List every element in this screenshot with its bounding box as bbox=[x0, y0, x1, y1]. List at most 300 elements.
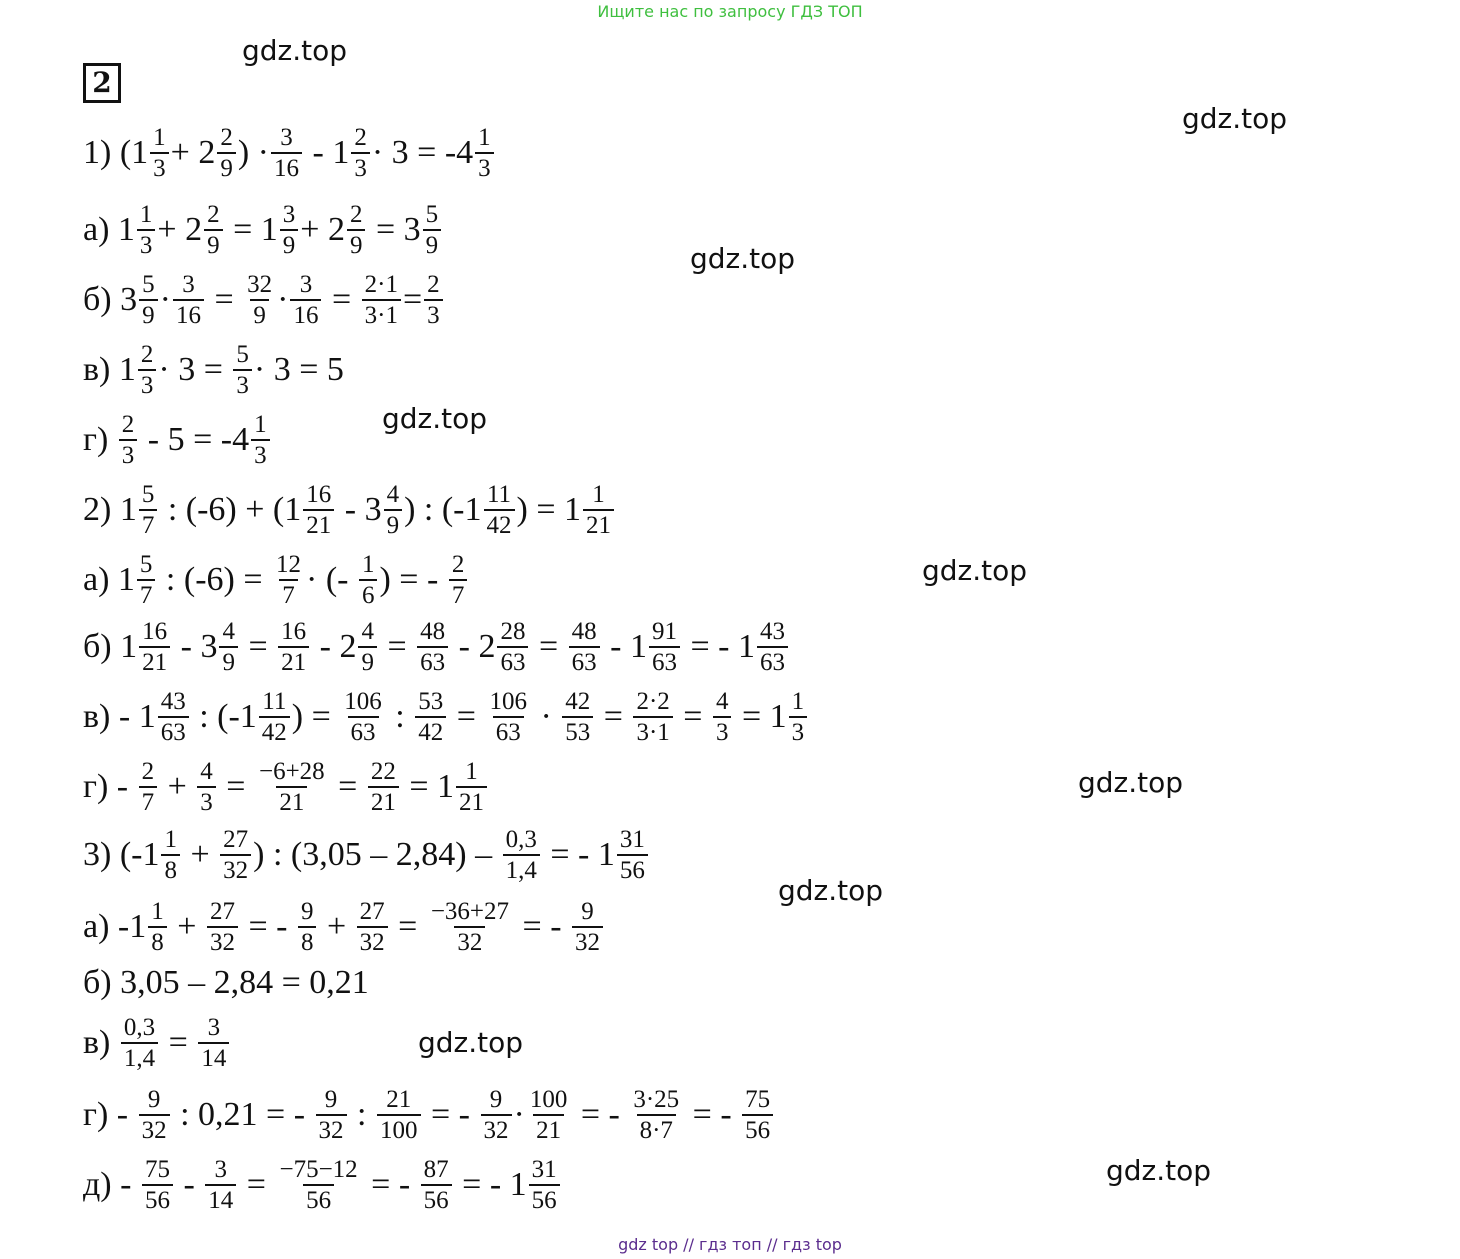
fraction bbox=[562, 687, 593, 748]
formula-text: б) 3,05 – 2,84 = 0,21 bbox=[83, 964, 369, 1001]
top-banner: Ищите нас по запросу ГДЗ ТОП bbox=[597, 2, 863, 21]
fraction bbox=[377, 1085, 421, 1146]
formula-text: б) 1 bbox=[83, 628, 138, 665]
fraction bbox=[475, 123, 494, 184]
numerator: 27 bbox=[209, 897, 235, 925]
denominator: 14 bbox=[205, 1184, 236, 1216]
numerator: 5 bbox=[139, 550, 153, 578]
denominator: 7 bbox=[139, 786, 158, 818]
fraction bbox=[649, 617, 680, 678]
fraction bbox=[150, 123, 169, 184]
numerator: 3 bbox=[207, 1013, 221, 1041]
fraction bbox=[503, 825, 540, 886]
denominator: 9 bbox=[347, 229, 366, 261]
formula-text: = bbox=[160, 1024, 197, 1061]
formula-text: = - bbox=[239, 908, 296, 945]
line-3v bbox=[83, 1008, 231, 1078]
denominator: 3 bbox=[150, 152, 169, 184]
numerator: 12 bbox=[276, 550, 302, 578]
fraction bbox=[290, 270, 321, 331]
fraction bbox=[278, 617, 309, 678]
fraction bbox=[384, 480, 403, 541]
denominator: 16 bbox=[173, 299, 204, 331]
formula-text: · (- bbox=[306, 561, 357, 598]
numerator: 31 bbox=[531, 1155, 557, 1183]
numerator: 3 bbox=[299, 270, 313, 298]
denominator: 9 bbox=[219, 646, 238, 678]
denominator: 32 bbox=[454, 926, 485, 958]
numerator: 4 bbox=[361, 617, 374, 645]
numerator: 27 bbox=[359, 897, 385, 925]
formula-text: = 1 bbox=[224, 211, 278, 248]
numerator: 31 bbox=[619, 825, 645, 853]
formula-text: = bbox=[402, 281, 423, 318]
denominator: 14 bbox=[198, 1042, 229, 1074]
watermark: gdz.top bbox=[1078, 766, 1184, 799]
fraction bbox=[273, 550, 304, 611]
fraction bbox=[341, 687, 385, 748]
formula-text: = bbox=[238, 1166, 275, 1203]
line-1 bbox=[83, 118, 496, 188]
fraction bbox=[368, 757, 399, 818]
numerator: 0,3 bbox=[123, 1013, 156, 1041]
denominator: 3 bbox=[789, 716, 808, 748]
formula-text: в) bbox=[83, 1024, 119, 1061]
formula-text: = bbox=[530, 628, 567, 665]
fraction bbox=[137, 200, 156, 261]
numerator: 2 bbox=[141, 757, 155, 785]
fraction bbox=[251, 410, 270, 471]
formula-text: · bbox=[531, 698, 561, 735]
numerator: 53 bbox=[418, 687, 444, 715]
formula-text: ) = bbox=[291, 698, 340, 735]
denominator: 1,4 bbox=[503, 854, 540, 886]
formula-text: 1) (1 bbox=[83, 134, 149, 171]
numerator: 4 bbox=[222, 617, 235, 645]
denominator: 21 bbox=[368, 786, 399, 818]
denominator: 6 bbox=[359, 579, 378, 611]
denominator: 7 bbox=[137, 579, 156, 611]
numerator: 32 bbox=[247, 270, 273, 298]
formula-text: = bbox=[329, 768, 366, 805]
fraction bbox=[204, 200, 223, 261]
formula-text: г) bbox=[83, 421, 117, 458]
denominator: 16 bbox=[290, 299, 321, 331]
denominator: 63 bbox=[158, 716, 189, 748]
numerator: 21 bbox=[386, 1085, 412, 1113]
formula-text: · bbox=[513, 1096, 525, 1133]
denominator: 8 bbox=[161, 854, 180, 886]
formula-text: : (-1 bbox=[190, 698, 257, 735]
numerator: 5 bbox=[425, 200, 439, 228]
formula-text: = 3 bbox=[367, 211, 421, 248]
numerator: 9 bbox=[489, 1085, 503, 1113]
watermark: gdz.top bbox=[1182, 102, 1288, 135]
fraction bbox=[572, 897, 603, 958]
denominator: 21 bbox=[583, 509, 614, 541]
formula-text: : 0,21 = - bbox=[171, 1096, 314, 1133]
numerator: 3·25 bbox=[633, 1085, 680, 1113]
fraction bbox=[139, 1085, 170, 1146]
fraction bbox=[633, 687, 672, 748]
numerator: 1 bbox=[465, 757, 478, 785]
formula-text: = bbox=[674, 698, 711, 735]
denominator: 56 bbox=[529, 1184, 560, 1216]
fraction bbox=[138, 340, 157, 401]
denominator: 21 bbox=[533, 1114, 564, 1146]
denominator: 3 bbox=[713, 716, 732, 748]
fraction bbox=[139, 617, 170, 678]
formula-text: = - bbox=[422, 1096, 479, 1133]
numerator: 1 bbox=[361, 550, 375, 578]
numerator: 2 bbox=[354, 123, 367, 151]
formula-text: + bbox=[168, 908, 205, 945]
fraction bbox=[428, 897, 512, 958]
numerator: 16 bbox=[306, 480, 332, 508]
formula-text: а) -1 bbox=[83, 908, 147, 945]
denominator: 9 bbox=[250, 299, 269, 331]
denominator: 53 bbox=[562, 716, 593, 748]
formula-text: + 2 bbox=[170, 134, 216, 171]
formula-text: = - 1 bbox=[453, 1166, 527, 1203]
denominator: 9 bbox=[384, 509, 403, 541]
fraction bbox=[121, 1013, 158, 1074]
formula-text: г) - bbox=[83, 1096, 137, 1133]
numerator: 4 bbox=[200, 757, 213, 785]
fraction bbox=[347, 200, 366, 261]
numerator: 11 bbox=[262, 687, 287, 715]
denominator: 8·7 bbox=[637, 1114, 676, 1146]
fraction bbox=[161, 825, 180, 886]
denominator: 9 bbox=[423, 229, 442, 261]
numerator: 48 bbox=[571, 617, 597, 645]
line-3g bbox=[83, 1080, 775, 1150]
denominator: 3·1 bbox=[633, 716, 672, 748]
numerator: 2 bbox=[207, 200, 220, 228]
formula-text: = bbox=[595, 698, 632, 735]
formula-text: 2) 1 bbox=[83, 491, 137, 528]
fraction bbox=[481, 1085, 512, 1146]
fraction bbox=[217, 123, 236, 184]
formula-text: ) : (3,05 – 2,84) – bbox=[253, 836, 501, 873]
fraction bbox=[456, 757, 487, 818]
fraction bbox=[583, 480, 614, 541]
fraction bbox=[139, 757, 158, 818]
numerator: 2 bbox=[140, 340, 154, 368]
fraction bbox=[303, 480, 334, 541]
watermark: gdz.top bbox=[418, 1026, 524, 1059]
numerator: 4 bbox=[715, 687, 729, 715]
bottom-banner: gdz top // гдз топ // гдз top bbox=[618, 1235, 842, 1254]
numerator: 9 bbox=[581, 897, 594, 925]
denominator: 8 bbox=[298, 926, 317, 958]
denominator: 16 bbox=[271, 152, 302, 184]
formula-text: + 2 bbox=[300, 211, 345, 248]
denominator: 32 bbox=[207, 926, 238, 958]
numerator: 5 bbox=[141, 480, 155, 508]
numerator: 87 bbox=[423, 1155, 449, 1183]
denominator: 9 bbox=[139, 299, 158, 331]
fraction bbox=[197, 757, 216, 818]
formula-text: = - 1 bbox=[682, 628, 755, 665]
numerator: 43 bbox=[160, 687, 186, 715]
formula-text: а) 1 bbox=[83, 561, 135, 598]
formula-text: - 2 bbox=[311, 628, 357, 665]
denominator: 32 bbox=[220, 854, 251, 886]
formula-text: = - bbox=[514, 908, 571, 945]
denominator: 21 bbox=[139, 646, 170, 678]
numerator: 75 bbox=[144, 1155, 170, 1183]
line-2b bbox=[83, 612, 790, 682]
line-1b bbox=[83, 265, 445, 335]
formula-text: : bbox=[348, 1096, 375, 1133]
denominator: 32 bbox=[357, 926, 388, 958]
watermark: gdz.top bbox=[778, 874, 884, 907]
numerator: 9 bbox=[300, 897, 314, 925]
numerator: 2 bbox=[121, 410, 135, 438]
denominator: 63 bbox=[497, 646, 528, 678]
denominator: 3 bbox=[119, 439, 138, 471]
numerator: 1 bbox=[164, 825, 177, 853]
formula-text: д) - bbox=[83, 1166, 140, 1203]
numerator: 3 bbox=[280, 123, 293, 151]
numerator: 106 bbox=[489, 687, 527, 715]
denominator: 3 bbox=[197, 786, 216, 818]
denominator: 100 bbox=[377, 1114, 421, 1146]
denominator: 9 bbox=[280, 229, 299, 261]
denominator: 63 bbox=[348, 716, 379, 748]
formula-text: ) = - bbox=[379, 561, 447, 598]
formula-text: · 3 = 5 bbox=[253, 351, 344, 388]
fraction bbox=[137, 550, 156, 611]
numerator: 3 bbox=[214, 1155, 228, 1183]
fraction bbox=[757, 617, 788, 678]
fraction bbox=[617, 825, 648, 886]
formula-text: : bbox=[386, 698, 414, 735]
formula-text: в) 1 bbox=[83, 351, 136, 388]
fraction bbox=[527, 1085, 571, 1146]
fraction bbox=[198, 1013, 229, 1074]
numerator: 0,3 bbox=[505, 825, 537, 853]
numerator: 1 bbox=[254, 410, 267, 438]
line-2g bbox=[83, 752, 489, 822]
formula-text: 3) (-1 bbox=[83, 836, 160, 873]
denominator: 42 bbox=[415, 716, 446, 748]
denominator: 3 bbox=[233, 369, 252, 401]
fraction bbox=[280, 200, 299, 261]
denominator: 56 bbox=[617, 854, 648, 886]
watermark: gdz.top bbox=[690, 242, 796, 275]
denominator: 3 bbox=[475, 152, 494, 184]
fraction bbox=[351, 123, 370, 184]
fraction bbox=[529, 1155, 560, 1216]
numerator: 2·2 bbox=[636, 687, 670, 715]
denominator: 3·1 bbox=[362, 299, 401, 331]
denominator: 32 bbox=[572, 926, 603, 958]
numerator: 42 bbox=[565, 687, 591, 715]
denominator: 42 bbox=[484, 509, 515, 541]
denominator: 63 bbox=[569, 646, 600, 678]
fraction bbox=[713, 687, 732, 748]
formula-text: = bbox=[389, 908, 426, 945]
numerator: 28 bbox=[500, 617, 526, 645]
numerator: 1 bbox=[791, 687, 805, 715]
denominator: 56 bbox=[742, 1114, 773, 1146]
formula-text: = bbox=[239, 628, 277, 665]
fraction bbox=[158, 687, 189, 748]
task-number-box: 2 bbox=[83, 63, 121, 103]
formula-text: · 3 = -4 bbox=[371, 134, 474, 171]
fraction bbox=[449, 550, 468, 611]
formula-text: = - 1 bbox=[541, 836, 615, 873]
formula-text: - 3 bbox=[172, 628, 218, 665]
denominator: 63 bbox=[649, 646, 680, 678]
formula-text: ) : (-1 bbox=[404, 491, 482, 528]
formula-text: в) - 1 bbox=[83, 698, 156, 735]
numerator: 2 bbox=[451, 550, 465, 578]
formula-text: = - bbox=[572, 1096, 629, 1133]
formula-text: = bbox=[205, 281, 243, 318]
numerator: 48 bbox=[420, 617, 446, 645]
numerator: 11 bbox=[486, 480, 512, 508]
formula-text: ) · bbox=[237, 134, 269, 171]
numerator: 2 bbox=[427, 270, 440, 298]
fraction bbox=[423, 200, 442, 261]
line-2 bbox=[83, 475, 616, 545]
formula-text: : (-6) + (1 bbox=[159, 491, 302, 528]
numerator: 3 bbox=[182, 270, 195, 298]
fraction bbox=[742, 1085, 773, 1146]
numerator: 2 bbox=[349, 200, 363, 228]
denominator: 32 bbox=[139, 1114, 170, 1146]
denominator: 9 bbox=[358, 646, 377, 678]
numerator: 1 bbox=[139, 200, 153, 228]
fraction bbox=[569, 617, 600, 678]
formula-text: = 1 bbox=[400, 768, 455, 805]
fraction bbox=[119, 410, 138, 471]
line-3 bbox=[83, 820, 650, 890]
formula-text: - 3 bbox=[336, 491, 382, 528]
denominator: 56 bbox=[303, 1184, 334, 1216]
formula-text: = 1 bbox=[733, 698, 787, 735]
fraction bbox=[271, 123, 302, 184]
denominator: 21 bbox=[276, 786, 307, 818]
denominator: 56 bbox=[421, 1184, 452, 1216]
formula-text: г) - bbox=[83, 768, 137, 805]
formula-text: + 2 bbox=[157, 211, 203, 248]
fraction bbox=[630, 1085, 682, 1146]
numerator: 27 bbox=[223, 825, 249, 853]
denominator: 9 bbox=[204, 229, 223, 261]
line-1a bbox=[83, 195, 443, 265]
formula-text: - 1 bbox=[304, 134, 350, 171]
formula-text: · bbox=[277, 281, 289, 318]
numerator: 1 bbox=[478, 123, 491, 151]
line-1g bbox=[83, 405, 272, 475]
formula-text: = - bbox=[362, 1166, 419, 1203]
denominator: 32 bbox=[316, 1114, 347, 1146]
numerator: 100 bbox=[529, 1085, 568, 1113]
numerator: 16 bbox=[281, 617, 307, 645]
formula-text: - 2 bbox=[450, 628, 496, 665]
fraction bbox=[415, 687, 446, 748]
denominator: 56 bbox=[142, 1184, 173, 1216]
formula-text: - 1 bbox=[601, 628, 647, 665]
numerator: 16 bbox=[142, 617, 168, 645]
formula-text: а) 1 bbox=[83, 211, 135, 248]
numerator: 106 bbox=[344, 687, 382, 715]
formula-text: = bbox=[217, 768, 254, 805]
formula-text: - 5 = -4 bbox=[139, 421, 250, 458]
denominator: 3 bbox=[351, 152, 370, 184]
fraction bbox=[358, 617, 377, 678]
line-3d bbox=[83, 1150, 562, 1220]
denominator: 3 bbox=[424, 299, 443, 331]
fraction bbox=[421, 1155, 452, 1216]
formula-text: · 3 = bbox=[158, 351, 232, 388]
fraction bbox=[259, 687, 290, 748]
fraction bbox=[316, 1085, 347, 1146]
watermark: gdz.top bbox=[922, 554, 1028, 587]
numerator: 22 bbox=[370, 757, 396, 785]
denominator: 42 bbox=[259, 716, 290, 748]
denominator: 7 bbox=[449, 579, 468, 611]
watermark: gdz.top bbox=[242, 34, 348, 67]
fraction bbox=[244, 270, 275, 331]
numerator: 2·1 bbox=[364, 270, 398, 298]
line-1v bbox=[83, 335, 344, 405]
fraction bbox=[219, 617, 238, 678]
fraction bbox=[173, 270, 204, 331]
formula-text: + bbox=[318, 908, 355, 945]
denominator: 3 bbox=[251, 439, 270, 471]
fraction bbox=[486, 687, 530, 748]
numerator: 3 bbox=[282, 200, 296, 228]
line-2a bbox=[83, 545, 469, 615]
numerator: −36+27 bbox=[430, 897, 510, 925]
formula-text: : (-6) = bbox=[157, 561, 272, 598]
fraction bbox=[205, 1155, 236, 1216]
formula-text: - bbox=[174, 1166, 204, 1203]
fraction bbox=[256, 757, 328, 818]
fraction bbox=[142, 1155, 173, 1216]
fraction bbox=[424, 270, 443, 331]
numerator: 9 bbox=[147, 1085, 161, 1113]
numerator: 2 bbox=[220, 123, 233, 151]
denominator: 63 bbox=[493, 716, 524, 748]
denominator: 7 bbox=[279, 579, 298, 611]
fraction bbox=[139, 270, 158, 331]
denominator: 7 bbox=[139, 509, 158, 541]
denominator: 32 bbox=[481, 1114, 512, 1146]
numerator: 91 bbox=[652, 617, 677, 645]
fraction bbox=[233, 340, 252, 401]
numerator: 5 bbox=[142, 270, 155, 298]
fraction bbox=[362, 270, 401, 331]
formula-text: = - bbox=[684, 1096, 741, 1133]
fraction bbox=[276, 1155, 360, 1216]
denominator: 3 bbox=[137, 229, 156, 261]
formula-text: = bbox=[448, 698, 485, 735]
fraction bbox=[139, 480, 158, 541]
numerator: 1 bbox=[153, 123, 166, 151]
formula-text: = bbox=[323, 281, 360, 318]
formula-text: б) 3 bbox=[83, 281, 138, 318]
fraction bbox=[789, 687, 808, 748]
denominator: 3 bbox=[138, 369, 157, 401]
denominator: 21 bbox=[456, 786, 487, 818]
numerator: 75 bbox=[745, 1085, 771, 1113]
